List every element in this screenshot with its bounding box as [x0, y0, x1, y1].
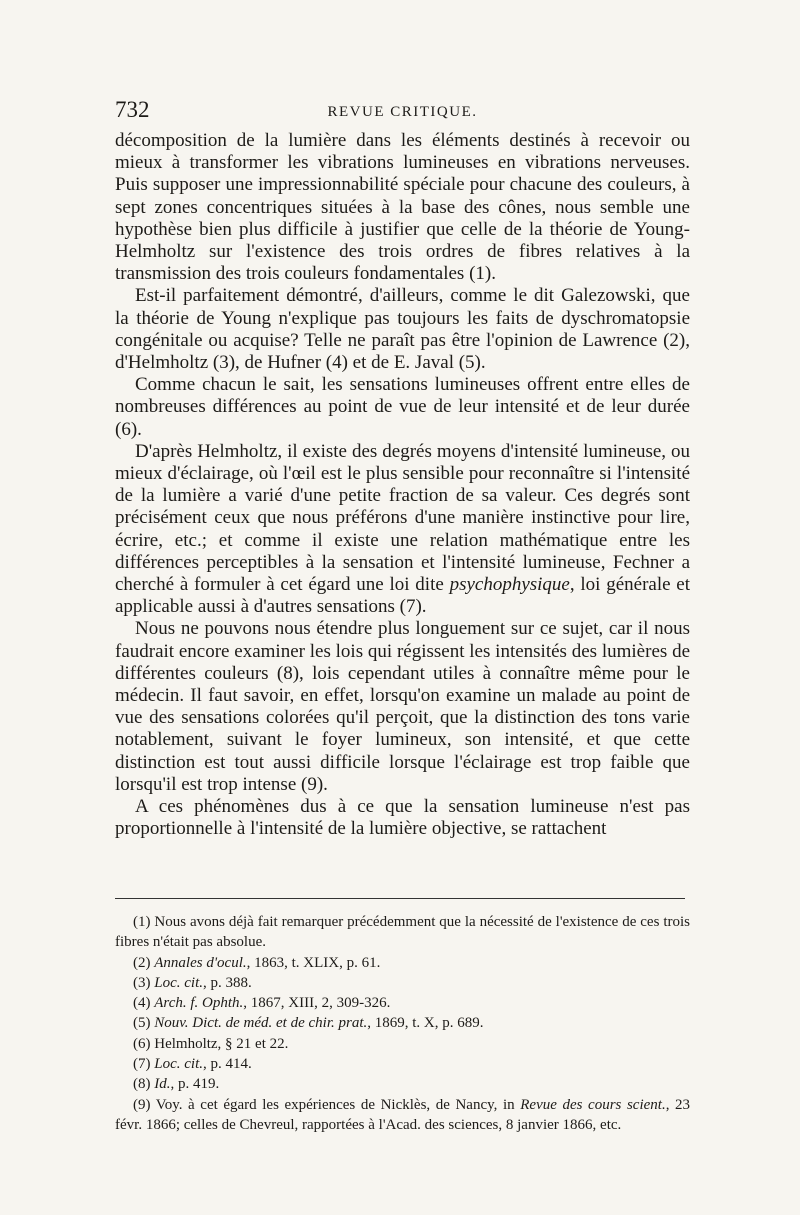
footnote-5: (5) Nouv. Dict. de méd. et de chir. prat., 1869, t. X, p. 689.: [133, 1015, 484, 1032]
footnote-4: (4) Arch. f. Ophth., 1867, XIII, 2, 309-326.: [133, 995, 391, 1012]
paragraph-4-end: , loi générale et applicable aussi à d'autres sensations (7).: [115, 574, 691, 618]
footnote-6: (6) Helmholtz, § 21 et 22.: [133, 1035, 289, 1052]
running-head: REVUE CRITIQUE.: [327, 104, 478, 120]
footnote-2: (2) Annales d'ocul., 1863, t. XLIX, p. 61.: [133, 954, 381, 971]
paragraph-4-text: D'après Helmholtz, il existe des degrés moyens d'intensité lumineuse, ou mieux d'éclairage, où l'œil est le plus sensible pour reconnaître si l'intensité de la lumière a varié d'une petite fraction de sa valeur. Ces degrés sont précisément ceux que nous préférons d'une manière instinctive pour lire, écrire, etc.; et comme il existe une relation mathématique entre les différences perceptibles à la sensation et l'intensité lumineuse, Fechner a cherché à formuler à cet égard une loi dite: [115, 440, 690, 596]
paragraph-2: Est-il parfaitement démontré, d'ailleurs, comme le dit Galezowski, que la théorie de Young n'explique pas toujours les faits de dyschromatopsie congénitale ou acquise? Telle ne paraît pas être l'opinion de Lawrence (2), d'Helmholtz (3), de Hufner (4) et de E. Javal (5).: [115, 285, 690, 374]
footnote-3: (3) Loc. cit., p. 388.: [133, 974, 252, 991]
footnote-9: (9) Voy. à cet égard les expériences de Nicklès, de Nancy, in Revue des cours scient., 23 févr. 1866; celles de Chevreul, rapportées à l'Acad. des sciences, 8 janvier 1866, etc.: [115, 1096, 691, 1133]
paragraph-1: décomposition de la lumière dans les éléments destinés à recevoir ou mieux à transformer les vibrations lumineuses en vibrations nerveuses. Puis supposer une impressionnabilité spéciale pour chacune des couleurs, à sept zones concentriques situées à la base des cônes, nous semble une hypothèse bien plus difficile à justifier que celle de la théorie de Young-Helmholtz sur l'existence des trois ordres de fibres relatives à la transmission des trois couleurs fondamentales (1).: [115, 130, 690, 285]
page-number: 732: [115, 97, 150, 122]
paragraph-3: Comme chacun le sait, les sensations lumineuses offrent entre elles de nombreuses différences au point de vue de leur intensité et de leur durée (6).: [115, 374, 690, 440]
footnote-7: (7) Loc. cit., p. 414.: [133, 1056, 252, 1073]
footnote-rule: [115, 898, 685, 899]
paragraph-5: Nous ne pouvons nous étendre plus longuement sur ce sujet, car il nous faudrait encore examiner les lois qui régissent les intensités des lumières de différentes couleurs (8), lois cependant utiles à connaître même pour le médecin. Il faut savoir, en effet, lorsqu'on examine un malade au point de vue des sensations colorées qu'il perçoit, que la distinction des tons varie notablement, suivant le foyer lumineux, son intensité, et que cette distinction est tout aussi difficile lorsque l'éclairage est trop faible que lorsqu'il est trop intense (9).: [115, 618, 690, 795]
footnotes: [115, 912, 690, 1135]
footnote-8: (8) Id., p. 419.: [133, 1076, 220, 1093]
italic-term: psychophysique: [449, 574, 570, 596]
body-text: [115, 130, 690, 841]
paragraph-4: [115, 441, 690, 619]
paragraph-6: A ces phénomènes dus à ce que la sensation lumineuse n'est pas proportionnelle à l'intensité de la lumière objective, se rattachent: [115, 796, 690, 840]
page-header: [115, 97, 690, 127]
footnote-1: (1) Nous avons déjà fait remarquer précédemment que la nécessité de l'existence de ces trois fibres n'était pas absolue.: [115, 914, 690, 951]
